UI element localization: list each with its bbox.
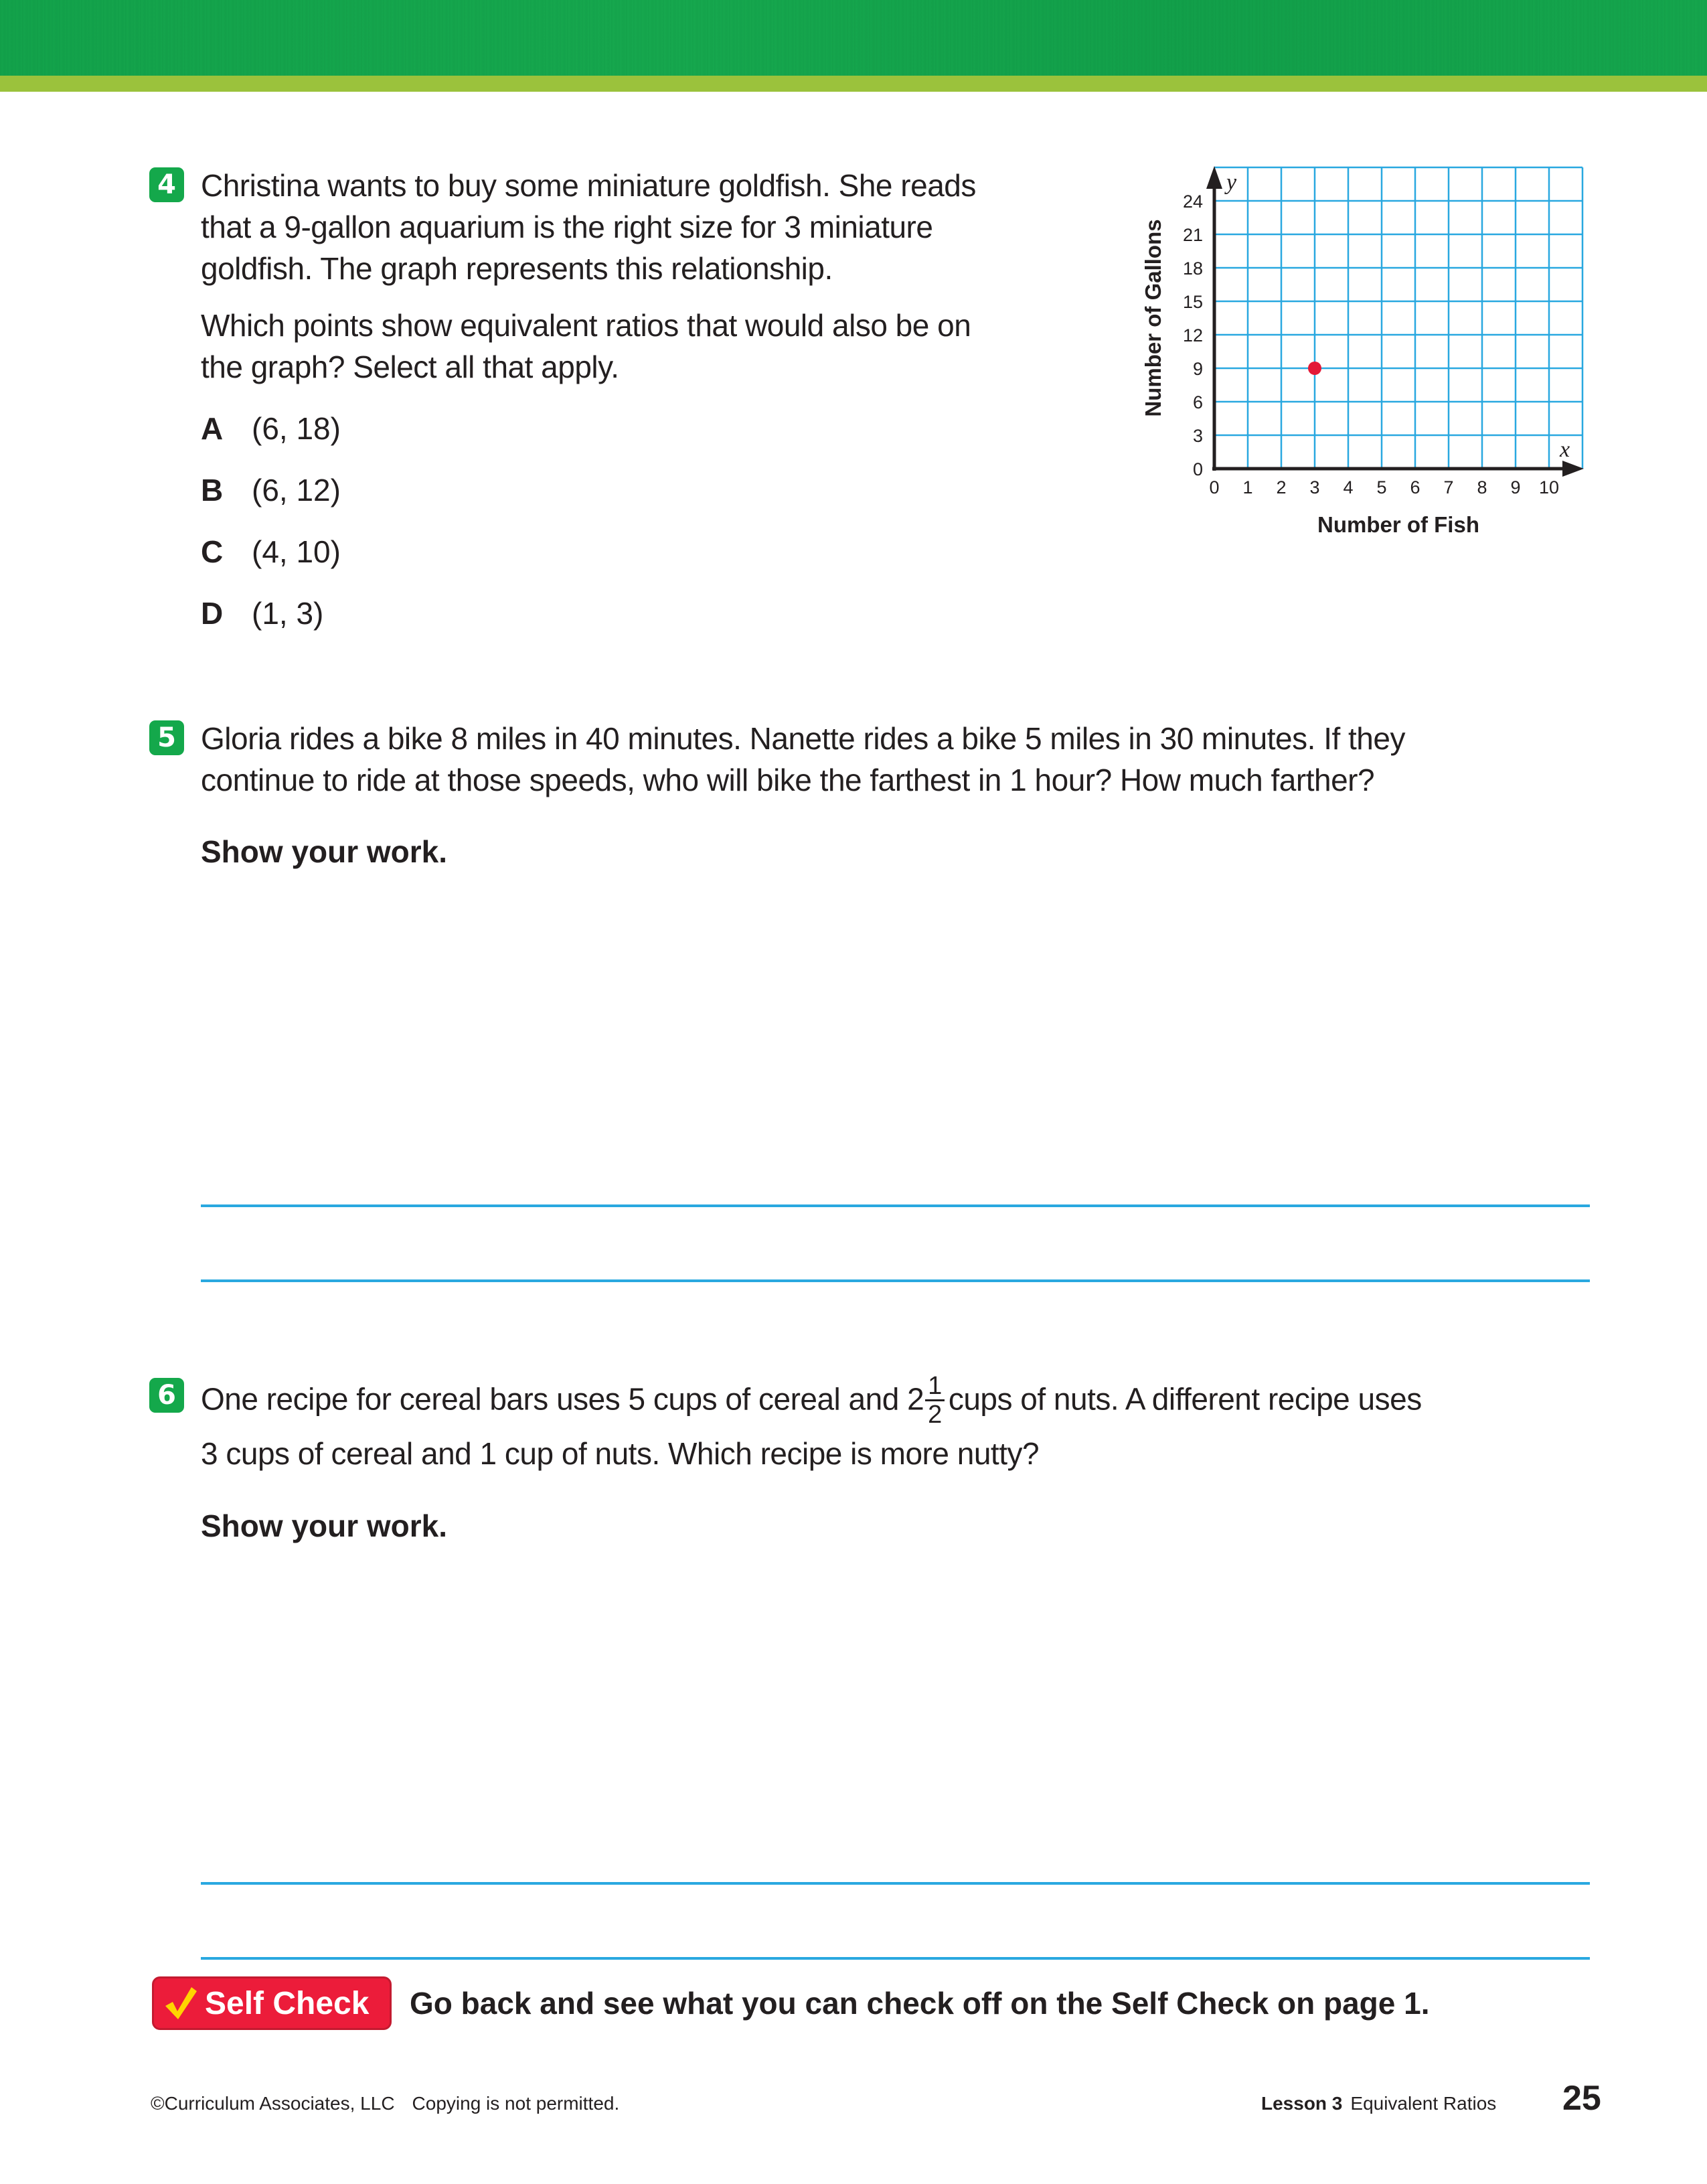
y-tick: 3: [1192, 426, 1203, 446]
fraction-denominator: 2: [928, 1401, 942, 1429]
y-tick-labels: [1183, 191, 1203, 479]
y-tick: 24: [1182, 191, 1203, 212]
prompt-line: Which points show equivalent ratios that would also be on: [201, 308, 971, 343]
question-text: One recipe for cereal bars uses 5 cups of cereal and 2: [201, 1381, 924, 1417]
choice-letter: A: [201, 411, 224, 446]
question-text: 3 cups of cereal and 1 cup of nuts. Which recipe is more nutty?: [201, 1436, 1040, 1471]
mixed-number-fraction: [925, 1373, 945, 1428]
choice-letter: C: [201, 534, 224, 569]
y-tick: 0: [1192, 459, 1203, 479]
lesson-title: Equivalent Ratios: [1350, 2093, 1497, 2114]
choice-letter: B: [201, 473, 224, 508]
x-tick: 10: [1538, 477, 1560, 497]
self-check-label: Self Check: [205, 1985, 370, 2021]
answer-line[interactable]: [201, 1957, 1590, 1960]
x-tick: 1: [1242, 477, 1253, 497]
page-number: 25: [1562, 2079, 1601, 2118]
fraction-numerator: 1: [925, 1373, 945, 1401]
question-number: 4: [157, 169, 176, 200]
y-axis-letter: y: [1226, 170, 1237, 195]
question-5-text: [201, 718, 1607, 801]
question-number-badge: [149, 720, 184, 755]
lesson-label: Lesson 3: [1261, 2093, 1343, 2114]
question-6-line-1: [201, 1374, 1640, 1429]
show-work-label: Show your work.: [201, 834, 448, 869]
copy-notice: Copying is not permitted.: [412, 2093, 620, 2114]
prompt-line: the graph? Select all that apply.: [201, 349, 619, 384]
y-axis-title: Number of Gallons: [1141, 219, 1165, 417]
choice-value: (1, 3): [252, 596, 324, 631]
x-axis-letter: x: [1560, 437, 1570, 462]
x-tick: 9: [1510, 477, 1521, 497]
question-text-line: that a 9-gallon aquarium is the right size for 3 miniature: [201, 210, 933, 244]
choice-value: (4, 10): [252, 534, 341, 569]
data-point: [1308, 362, 1321, 375]
x-tick: 8: [1477, 477, 1487, 497]
self-check-badge: [152, 1976, 392, 2030]
copyright-text: ©Curriculum Associates, LLC: [151, 2093, 395, 2114]
x-tick: 4: [1343, 477, 1354, 497]
show-work-label: Show your work.: [201, 1508, 448, 1543]
answer-line[interactable]: [201, 1279, 1590, 1282]
question-text-line: continue to ride at those speeds, who will bike the farthest in 1 hour? How much farther?: [201, 763, 1375, 797]
question-number: 6: [157, 1380, 176, 1411]
y-tick: 21: [1182, 225, 1203, 245]
footer-copyright: [151, 2093, 619, 2114]
y-tick: 12: [1182, 325, 1203, 345]
y-tick: 18: [1182, 258, 1203, 279]
choice-letter: D: [201, 596, 224, 631]
question-text-line: Christina wants to buy some miniature goldfish. She reads: [201, 168, 976, 203]
question-6-line-2: [201, 1433, 1607, 1474]
x-axis-title: Number of Fish: [1317, 512, 1480, 537]
y-tick: 9: [1192, 359, 1203, 379]
checkmark-icon: [163, 1984, 198, 2022]
axes: [1206, 166, 1584, 477]
x-tick: 5: [1376, 477, 1387, 497]
question-number-badge: [149, 1378, 184, 1413]
question-number: 5: [157, 722, 176, 753]
x-tick: 0: [1209, 477, 1220, 497]
self-check-message: Go back and see what you can check off on the Self Check on page 1.: [410, 1986, 1430, 2021]
x-tick: 3: [1309, 477, 1320, 497]
answer-line[interactable]: [201, 1204, 1590, 1207]
answer-line[interactable]: [201, 1882, 1590, 1885]
choice-value: (6, 12): [252, 473, 341, 508]
y-tick: 6: [1192, 392, 1203, 412]
question-text: cups of nuts. A different recipe uses: [948, 1381, 1422, 1417]
x-tick: 6: [1410, 477, 1420, 497]
x-tick: 2: [1276, 477, 1287, 497]
y-tick: 15: [1182, 292, 1203, 312]
footer-lesson: [1261, 2093, 1496, 2114]
grid: [1214, 167, 1582, 469]
x-tick-labels: [1209, 477, 1559, 497]
choice-value: (6, 18): [252, 411, 341, 446]
fish-gallons-graph: [0, 0, 1707, 603]
question-text-line: Gloria rides a bike 8 miles in 40 minutes. Nanette rides a bike 5 miles in 30 minutes. If they: [201, 721, 1405, 756]
x-tick: 7: [1443, 477, 1454, 497]
question-text-line: goldfish. The graph represents this relationship.: [201, 251, 833, 286]
